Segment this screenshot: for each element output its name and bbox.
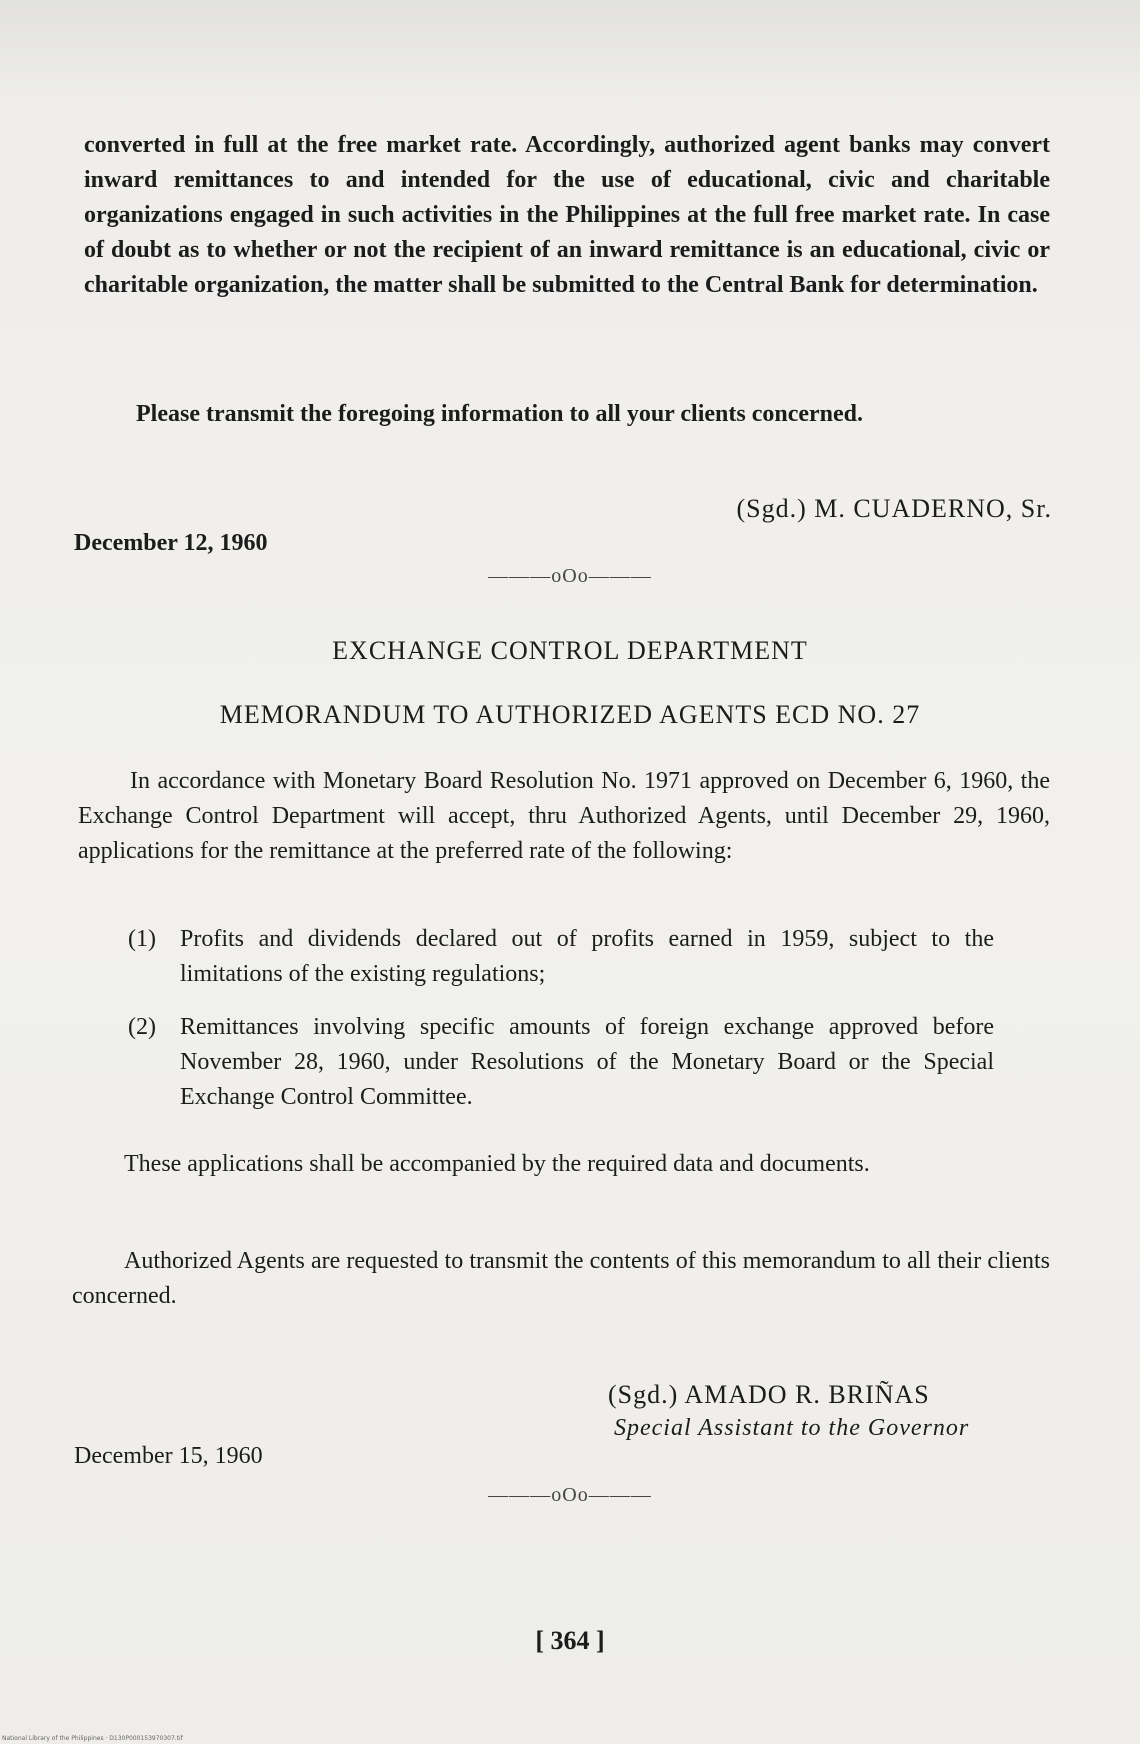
date-december-12: December 12, 1960 <box>74 530 268 556</box>
applications-paragraph <box>72 1147 1050 1182</box>
list-text-2: Remittances involving specific amounts of foreign exchange approved before November 28, 1960, under Resolutions of the Monetary Board or the Special Exchange Control Committee. <box>180 1014 994 1110</box>
scan-footer-note: National Library of the Philippines · D130P000153970307.tif <box>2 1735 183 1742</box>
request-text: Authorized Agents are requested to transmit the contents of this memorandum to all their clients concerned. <box>72 1248 1050 1309</box>
list-number-1: (1) <box>128 926 156 952</box>
section-divider-2: ———oOo——— <box>488 1484 652 1506</box>
page-number: [ 364 ] <box>535 1626 605 1655</box>
section-divider-1: ———oOo——— <box>488 565 652 587</box>
memo-heading: MEMORANDUM TO AUTHORIZED AGENTS ECD NO. 27 <box>219 700 921 729</box>
continuation-paragraph <box>84 128 1050 303</box>
list-text-1: Profits and dividends declared out of profits earned in 1959, subject to the limitations of the existing regulations; <box>180 926 994 987</box>
department-heading: EXCHANGE CONTROL DEPARTMENT <box>332 636 808 665</box>
memo-intro-text: In accordance with Monetary Board Resolution No. 1971 approved on December 6, 1960, the Exchange Control Department will accept, thru Authorized Agents, until December 29, 1960, applications for the remittance at the preferred rate of the following: <box>78 768 1050 864</box>
request-paragraph <box>72 1244 1050 1314</box>
applications-text: These applications shall be accompanied by the required data and documents. <box>124 1151 870 1177</box>
signature-cuaderno: (Sgd.) M. CUADERNO, Sr. <box>736 494 1052 523</box>
list-item-2 <box>128 1010 994 1115</box>
transmit-paragraph <box>136 397 1050 432</box>
transmit-text: Please transmit the foregoing information to all your clients concerned. <box>136 401 864 427</box>
list-number-2: (2) <box>128 1014 156 1040</box>
signature-brinas: (Sgd.) AMADO R. BRIÑAS <box>608 1380 930 1409</box>
list-item-1 <box>128 922 994 992</box>
memo-intro-paragraph <box>78 764 1050 869</box>
continuation-text: converted in full at the free market rate. Accordingly, authorized agent banks may convert inward remittances to and intended for the use of educational, civic and charitable organizations engaged in such activities in the Philippines at the full free market rate. In case of doubt as to whether or not the recipient of an inward remittance is an educational, civic or charitable organization, the matter shall be submitted to the Central Bank for determination. <box>84 132 1050 298</box>
date-december-15: December 15, 1960 <box>74 1443 263 1469</box>
signature-brinas-title: Special Assistant to the Governor <box>614 1415 970 1441</box>
